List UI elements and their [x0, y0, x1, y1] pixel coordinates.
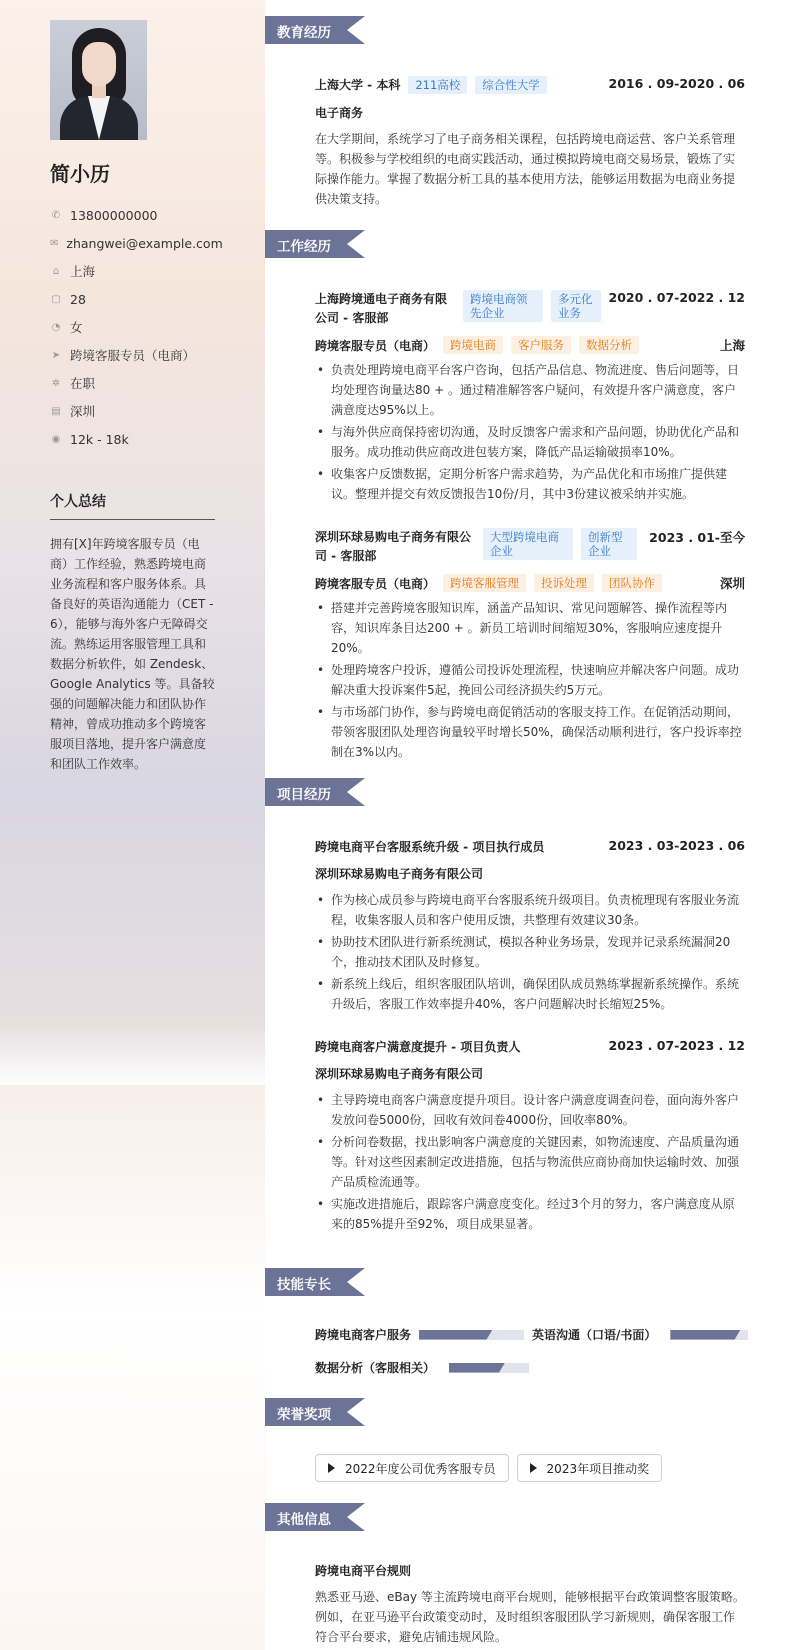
skill-tag: 团队协作 — [602, 574, 662, 592]
list-item: • 与市场部门协作，参与跨境电商促销活动的客服支持工作。在促销活动期间，带领客服团队处理咨询量较平时增长50%，确保活动顺利进行，客户投诉率控制在3%以内。 — [315, 702, 745, 762]
skill-bar — [670, 1330, 748, 1340]
tag: 跨境电商领先企业 — [463, 290, 543, 322]
skill-fill — [670, 1330, 740, 1340]
skill-tag: 跨境客服管理 — [443, 574, 526, 592]
list-item: • 分析问卷数据，找出影响客户满意度的关键因素，如物流速度、产品质量沟通等。针对这些因素制定改进措施，包括与物流供应商协商加快运输时效、加强产品质检流通等。 — [315, 1132, 745, 1192]
skill-tag: 客户服务 — [511, 336, 571, 354]
info-text: zhangwei@example.com — [66, 235, 223, 251]
info-status — [50, 369, 215, 397]
section-header-work — [265, 230, 365, 258]
info-city — [50, 397, 215, 425]
skill-tag: 跨境电商 — [443, 336, 503, 354]
skill-name: 数据分析（客服相关） — [315, 1361, 436, 1375]
skill-tag: 数据分析 — [579, 336, 639, 354]
education-desc: 在大学期间，系统学习了电子商务相关课程，包括跨境电商运营、客户关系管理等。积极参与学校组织的电商实践活动，通过模拟跨境电商交易场景，锻炼了实际操作能力。掌握了数据分析工具的基本使用方法，能够运用数据为电商业务提供决策支持。 — [315, 132, 736, 206]
project-entry — [315, 1038, 745, 1234]
bullet-list — [315, 598, 745, 762]
summary-title: 个人总结 — [50, 491, 215, 520]
company-name: 深圳环球易购电子商务有限公司 - 客服部 — [315, 530, 472, 563]
project-title: 跨境电商平台客服系统升级 - 项目执行成员 — [315, 840, 545, 854]
other-desc: 熟悉亚马逊、eBay 等主流跨境电商平台规则，能够根据平台政策调整客服策略。例如，在亚马逊平台政策变动时，及时组织客服团队学习新规则，确保客服工作符合平台要求，避免店铺违规风险。 — [315, 1590, 745, 1644]
info-phone — [50, 201, 215, 229]
contact-info — [50, 201, 223, 453]
avatar — [50, 20, 147, 140]
skill-name: 英语沟通（口语/书面） — [532, 1328, 657, 1342]
phone-icon: ✆ — [51, 209, 61, 221]
info-text: 在职 — [70, 376, 96, 391]
home-icon: ⌂ — [52, 265, 60, 277]
section-title: 项目经历 — [277, 787, 331, 803]
list-item: • 主导跨境电商客户满意度提升项目。设计客户满意度调查问卷，面向海外客户发放问卷5000份，回收有效问卷4000份，回收率80%。 — [315, 1090, 745, 1130]
info-text: 深圳 — [70, 404, 96, 419]
section-header-education — [265, 16, 365, 44]
age-icon: ▢ — [51, 293, 61, 305]
info-salary — [50, 425, 215, 453]
info-gender — [50, 313, 215, 341]
skills-list — [315, 1326, 745, 1376]
email-icon: ✉ — [50, 237, 59, 249]
list-item: • 作为核心成员参与跨境电商平台客服系统升级项目。负责梳理现有客服业务流程，收集客服人员和客户使用反馈，共整理有效建议30条。 — [315, 890, 745, 930]
info-position — [50, 341, 215, 369]
play-icon — [328, 1463, 335, 1473]
work-entry — [315, 290, 745, 504]
info-text: 女 — [70, 320, 83, 335]
skill-name: 跨境电商客户服务 — [315, 1328, 412, 1342]
status-icon: ✲ — [51, 377, 61, 389]
gender-icon: ◔ — [51, 321, 61, 333]
tag: 多元化业务 — [551, 290, 601, 322]
skill-fill — [419, 1330, 493, 1340]
salary-icon: ◉ — [51, 433, 61, 445]
bullet-list — [315, 890, 745, 1014]
company-name: 上海跨境通电子商务有限公司 - 客服部 — [315, 292, 448, 325]
city: 上海 — [719, 338, 745, 353]
summary-text: 拥有[X]年跨境客服专员（电商）工作经验，熟悉跨境电商业务流程和客户服务体系。具备良好的英语沟通能力（CET - 6），能够与海外客户无障碍交流。熟练运用客服管理工具和数据分析软件，如 Zendesk、Google Analytics 等。具备较强的问题解决能力和团队协作精神，曾成功推动多个跨境客服项目落地，提升客户满意度和团队工作效率。 — [50, 537, 215, 771]
skill-item — [315, 1359, 529, 1376]
other-title: 跨境电商平台规则 — [315, 1564, 412, 1578]
skill-tag: 投诉处理 — [534, 574, 594, 592]
section-header-skills — [265, 1268, 365, 1296]
list-item: • 实施改进措施后，跟踪客户满意度变化。经过3个月的努力，客户满意度从原来的85%提升至92%，项目成果显著。 — [315, 1194, 745, 1234]
bullet-list — [315, 1090, 745, 1234]
section-title: 荣誉奖项 — [277, 1407, 331, 1423]
skill-item — [315, 1326, 524, 1343]
info-location — [50, 257, 215, 285]
send-icon: ➤ — [51, 349, 61, 361]
section-header-projects — [265, 778, 365, 806]
date: 2020 . 07-2022 . 12 — [608, 290, 745, 305]
section-header-other — [265, 1503, 365, 1531]
section-title: 其他信息 — [277, 1512, 331, 1528]
info-text: 跨境客服专员（电商） — [70, 348, 196, 363]
date: 2023 . 01-至今 — [649, 530, 745, 545]
awards-list — [315, 1454, 745, 1482]
list-item: • 处理跨境客户投诉，遵循公司投诉处理流程，快速响应并解决客户问题。成功解决重大投诉案件5起，挽回公司经济损失约5万元。 — [315, 660, 745, 700]
tag: 大型跨境电商企业 — [483, 528, 573, 560]
project-company: 深圳环球易购电子商务有限公司 — [315, 1067, 484, 1081]
school-name: 上海大学 - 本科 — [315, 78, 401, 92]
section-header-awards — [265, 1398, 365, 1426]
list-item: • 新系统上线后，组织客服团队培训，确保团队成员熟练掌握新系统操作。系统升级后，客服工作效率提升40%，客户问题解决时长缩短25%。 — [315, 974, 745, 1014]
other-entry — [315, 1562, 745, 1647]
date: 2016 . 09-2020 . 06 — [608, 76, 745, 91]
work-entry — [315, 528, 745, 762]
skill-item — [532, 1326, 748, 1343]
info-email — [50, 229, 223, 257]
bullet-list — [315, 360, 745, 504]
info-text: 12k - 18k — [70, 431, 129, 447]
profile-name: 简小历 — [50, 162, 110, 186]
building-icon: ▤ — [51, 405, 61, 417]
list-item: • 搭建并完善跨境客服知识库，涵盖产品知识、常见问题解答、操作流程等内容，知识库条目达200 + 。新员工培训时间缩短30%，客服响应速度提升20%。 — [315, 598, 745, 658]
info-text: 28 — [70, 291, 86, 307]
section-title: 教育经历 — [277, 25, 331, 41]
sidebar-fade — [0, 1085, 265, 1650]
date: 2023 . 03-2023 . 06 — [608, 838, 745, 853]
tag: 创新型企业 — [581, 528, 637, 560]
tag: 211高校 — [408, 76, 467, 94]
education-entry — [315, 76, 745, 209]
award-item — [517, 1454, 663, 1482]
project-company: 深圳环球易购电子商务有限公司 — [315, 867, 484, 881]
award-label: 2022年度公司优秀客服专员 — [345, 1461, 496, 1476]
sidebar — [0, 0, 265, 1650]
skill-bar — [449, 1363, 529, 1373]
award-label: 2023年项目推动奖 — [546, 1461, 650, 1476]
skill-fill — [449, 1363, 505, 1373]
award-item — [315, 1454, 509, 1482]
section-title: 技能专长 — [277, 1277, 331, 1293]
info-text: 13800000000 — [70, 207, 158, 223]
info-text: 上海 — [70, 264, 96, 279]
role: 跨境客服专员（电商） — [315, 338, 436, 353]
role: 跨境客服专员（电商） — [315, 576, 436, 591]
skill-bar — [419, 1330, 524, 1340]
city: 深圳 — [719, 576, 745, 591]
list-item: • 收集客户反馈数据，定期分析客户需求趋势，为产品优化和市场推广提供建议。整理并提交有效反馈报告10份/月，其中3份建议被采纳并实施。 — [315, 464, 745, 504]
section-title: 工作经历 — [277, 239, 331, 255]
major: 电子商务 — [315, 106, 364, 120]
list-item: • 负责处理跨境电商平台客户咨询，包括产品信息、物流进度、售后问题等，日均处理咨询量达80 + 。通过精准解答客户疑问，有效提升客户满意度，客户满意度达95%以上。 — [315, 360, 745, 420]
info-age — [50, 285, 215, 313]
play-icon — [530, 1463, 537, 1473]
date: 2023 . 07-2023 . 12 — [608, 1038, 745, 1053]
main-content — [265, 0, 794, 1650]
project-title: 跨境电商客户满意度提升 - 项目负责人 — [315, 1040, 521, 1054]
list-item: • 协助技术团队进行新系统测试，模拟各种业务场景，发现并记录系统漏洞20个，推动技术团队及时修复。 — [315, 932, 745, 972]
list-item: • 与海外供应商保持密切沟通，及时反馈客户需求和产品问题，协助优化产品和服务。成功推动供应商改进包装方案，降低产品运输破损率10%。 — [315, 422, 745, 462]
project-entry — [315, 838, 745, 1014]
tag: 综合性大学 — [475, 76, 547, 94]
